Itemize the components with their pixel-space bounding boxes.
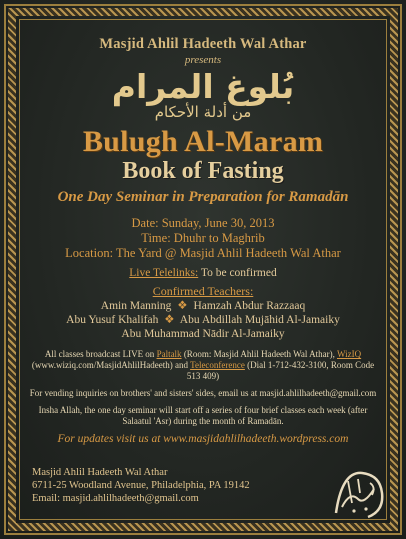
main-title: Bulugh Al-Maram (82, 125, 324, 158)
broadcast-info (24, 349, 382, 382)
poster-content (24, 26, 382, 517)
separator-icon: ❖ (177, 300, 188, 312)
footer-email: Email: masjid.ahlilhadeeth@gmail.com (32, 493, 199, 504)
footer-street: 6711-25 Woodland Avenue, Philadelphia, PA 19142 (32, 480, 250, 491)
organization-name: Masjid Ahlil Hadeeth Wal Athar (99, 36, 307, 52)
broadcast-text: (Room: Masjid Ahlil Hadeeth Wal Athar), (181, 349, 337, 359)
masjid-calligraphy-logo-icon (328, 463, 390, 525)
arabic-title: بُلوغ المرام (111, 67, 295, 106)
seminar-tagline: One Day Seminar in Preparation for Ramadān (57, 189, 349, 205)
arabic-subtitle: من أدلة الأحكام (154, 103, 252, 121)
teacher-name: Abu Yusuf Khalifah (66, 314, 159, 326)
teachers-row (24, 299, 382, 313)
live-telelinks-value: To be confirmed (198, 267, 277, 279)
separator-icon: ❖ (164, 314, 175, 326)
broadcast-text: All classes broadcast LIVE on (44, 349, 157, 359)
teachers-heading: Confirmed Teachers: (152, 284, 254, 298)
presents-text: presents (184, 54, 222, 66)
teachers-row (24, 313, 382, 327)
teacher-name: Hamzah Abdur Razzaaq (193, 300, 306, 312)
event-time: Time: Dhuhr to Maghrib (141, 231, 265, 245)
footer-org: Masjid Ahlil Hadeeth Wal Athar (32, 467, 168, 478)
teacher-name: Abu Abdillah Mujāhid Al-Jamaiky (179, 314, 340, 326)
broadcast-text: (www.wiziq.com/MasjidAhlilHadeeth) and (31, 360, 191, 370)
series-info: Insha Allah, the one day seminar will start off a series of four brief classes each week (after Salaatul 'Asr) during the month of Ramadān. (38, 405, 368, 426)
event-date: Date: Sunday, June 30, 2013 (131, 216, 275, 230)
vending-info: For vending inquiries on brothers' and sisters' sides, email us at masjid.ahlilhadeeth@gmail.com (29, 388, 377, 398)
book-title: Book of Fasting (122, 158, 284, 184)
wiziq-link[interactable]: WizIQ (337, 349, 362, 359)
event-details (24, 216, 382, 261)
footer-address (32, 466, 250, 505)
teleconference-link[interactable]: Teleconference (190, 360, 245, 370)
live-telelinks (24, 267, 382, 279)
broadcast-text: (Dial 1-712-432-3100, Room Code 513 409) (186, 360, 375, 381)
teacher-name: Abu Muhammad Nādir Al-Jamaiky (121, 328, 285, 340)
updates-url: For updates visit us at www.masjidahlilhadeeth.wordpress.com (57, 433, 349, 445)
teacher-name: Amin Manning (100, 300, 172, 312)
info-block (24, 349, 382, 427)
live-telelinks-label: Live Telelinks: (129, 267, 199, 279)
event-location: Location: The Yard @ Masjid Ahlil Hadeeth Wal Athar (65, 246, 341, 260)
teachers-list (24, 299, 382, 341)
paltalk-link[interactable]: Paltalk (156, 349, 182, 359)
